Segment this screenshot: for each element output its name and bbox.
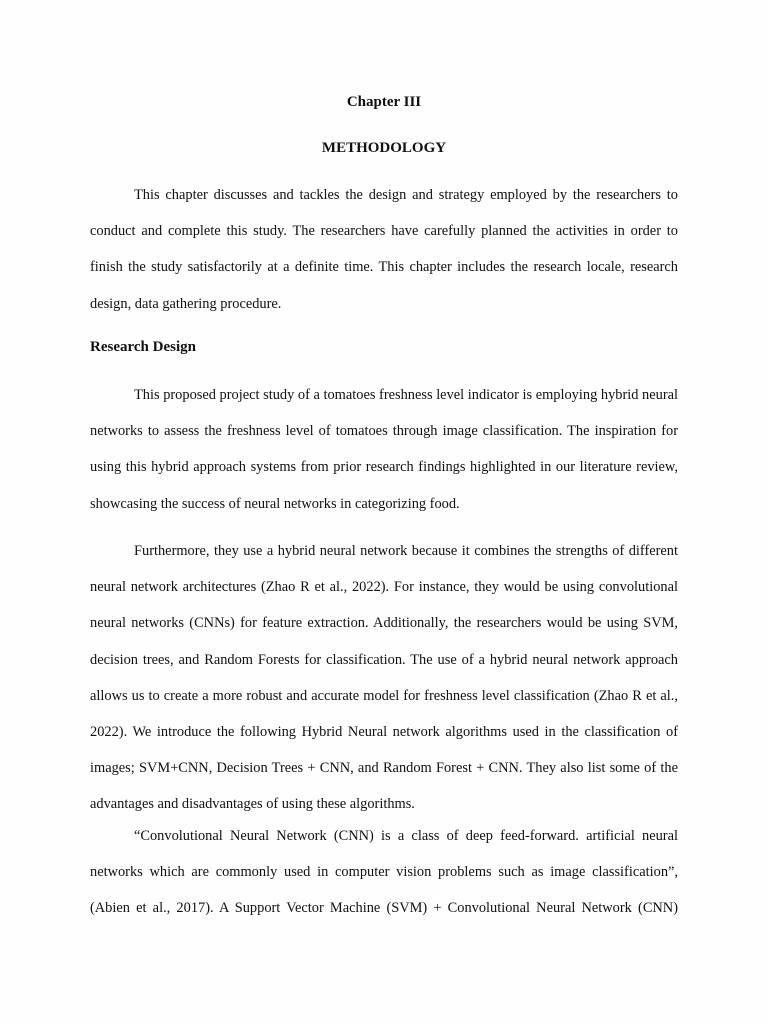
page-title: METHODOLOGY xyxy=(321,140,447,156)
body-paragraph: “Convolutional Neural Network (CNN) is a class of deep feed-forward. artificial neural networks which are commonly used in computer vision problems such as image classification”, (Abien et al., 2017). A Support Vector Machine (SVM) + Convolutional Neural Network (CNN) xyxy=(90,828,678,917)
section-heading: Research Design xyxy=(90,339,196,355)
intro-paragraph: This chapter discusses and tackles the design and strategy employed by the researchers to conduct and complete this study. The researchers have carefully planned the activities in order to finish the study satisfactorily at a definite time. This chapter includes the research locale, research design, data gathering procedure. xyxy=(90,187,678,312)
chapter-label: Chapter III xyxy=(346,94,422,110)
body-paragraph: This proposed project study of a tomatoes freshness level indicator is employing hybrid neural networks to assess the freshness level of tomatoes through image classification. The inspiration for using this hybrid approach systems from prior research findings highlighted in our literature review, showcasing the success of neural networks in categorizing food. xyxy=(90,387,678,512)
body-paragraph: Furthermore, they use a hybrid neural network because it combines the strengths of different neural network architectures (Zhao R et al., 2022). For instance, they would be using convolutional neural networks (CNNs) for feature extraction. Additionally, the researchers would be using SVM, decision trees, and Random Forests for classification. The use of a hybrid neural network approach allows us to create a more robust and accurate model for freshness level classification (Zhao R et al., 2022). We introduce the following Hybrid Neural network algorithms used in the classification of images; SVM+CNN, Decision Trees + CNN, and Random Forest + CNN. They also list some of the advantages and disadvantages of using these algorithms. xyxy=(90,543,678,813)
